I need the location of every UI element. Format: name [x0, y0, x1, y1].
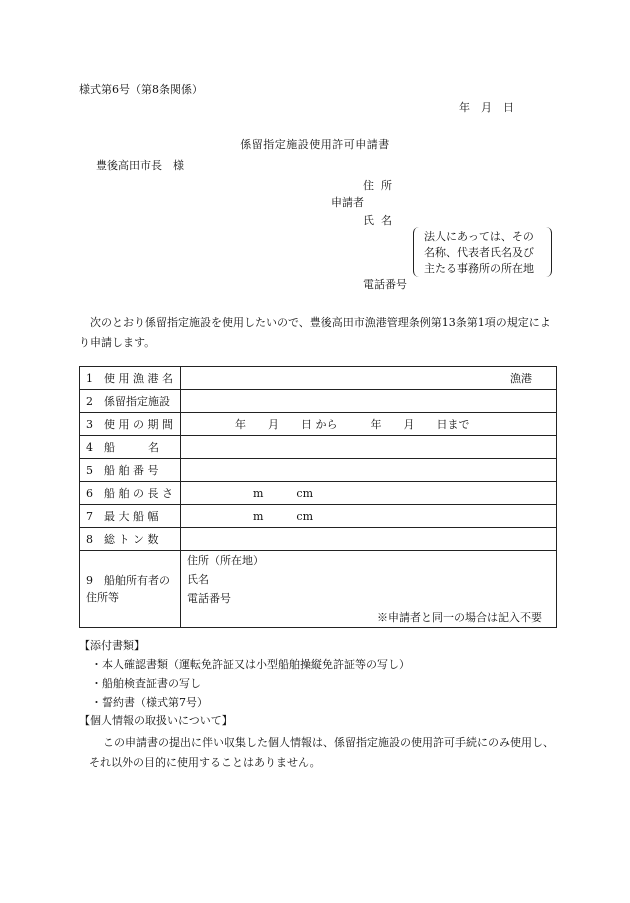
attachment-item: ・本人確認書類（運転免許証又は小型船舶操縦免許証等の写し）	[91, 658, 410, 671]
corporate-note	[424, 229, 548, 277]
page-title: 係留指定施設使用許可申請書	[240, 138, 390, 151]
table-row	[80, 367, 557, 390]
form-number: 様式第6号（第8条関係）	[79, 83, 203, 96]
gross-tonnage-field[interactable]	[181, 528, 557, 551]
table-row	[80, 413, 557, 436]
table-row	[80, 482, 557, 505]
attachment-item: ・船舶検査証書の写し	[91, 677, 201, 690]
vessel-name-field[interactable]	[181, 436, 557, 459]
row-label: 3 使 用 の 期 間	[80, 413, 181, 436]
port-name-field[interactable]: 漁港	[181, 367, 557, 390]
row-label: 5 船 舶 番 号	[80, 459, 181, 482]
table-row	[80, 551, 557, 628]
row-label: 2 係留指定施設	[80, 390, 181, 413]
table-row	[80, 528, 557, 551]
vessel-length-field[interactable]: m cm	[181, 482, 557, 505]
request-statement: 次のとおり係留指定施設を使用したいので、豊後高田市漁港管理条例第13条第1項の規定により申請します。	[79, 316, 551, 349]
table-row	[80, 505, 557, 528]
row-label: 6 船 舶 の 長 さ	[80, 482, 181, 505]
table-row	[80, 436, 557, 459]
row-label: 8 総 ト ン 数	[80, 528, 181, 551]
max-beam-field[interactable]: m cm	[181, 505, 557, 528]
table-row	[80, 459, 557, 482]
address-label: 住所	[363, 179, 399, 192]
mooring-facility-field[interactable]	[181, 390, 557, 413]
applicant-label: 申請者	[331, 196, 364, 209]
owner-label-line1: 9 船舶所有者の	[86, 574, 170, 587]
owner-name-label: 氏名	[187, 573, 209, 586]
privacy-heading: 【個人情報の取扱いについて】	[79, 714, 233, 727]
owner-note: ※申請者と同一の場合は記入不要	[377, 611, 542, 624]
vessel-number-field[interactable]	[181, 459, 557, 482]
attachment-item: ・誓約書（様式第7号）	[91, 696, 208, 709]
name-label: 氏名	[363, 214, 399, 227]
owner-address-label: 住所（所在地）	[187, 554, 264, 567]
addressee: 豊後高田市長 様	[96, 159, 184, 172]
row-label: 1 使 用 漁 港 名	[80, 367, 181, 390]
row-label: 4 船 名	[80, 436, 181, 459]
application-table	[79, 366, 557, 628]
phone-label: 電話番号	[363, 278, 407, 291]
date-field: 年 月 日	[459, 101, 514, 114]
table-row	[80, 390, 557, 413]
privacy-text: この申請書の提出に伴い収集した個人情報は、係留指定施設の使用許可手続にのみ使用し、それ以外の目的に使用することはありません。	[89, 736, 554, 769]
corporate-note-line: 主たる事務所の所在地	[424, 262, 534, 275]
row-label: 7 最 大 船 幅	[80, 505, 181, 528]
owner-label-line2: 住所等	[86, 591, 119, 604]
owner-phone-label: 電話番号	[187, 592, 231, 605]
owner-info-field[interactable]	[181, 551, 557, 628]
corporate-note-line: 名称、代表者氏名及び	[424, 246, 534, 259]
attachments-heading: 【添付書類】	[79, 639, 145, 652]
usage-period-field[interactable]: 年 月 日 から 年 月 日まで	[181, 413, 557, 436]
row-label	[80, 551, 181, 628]
corporate-note-line: 法人にあっては、その	[424, 230, 534, 243]
